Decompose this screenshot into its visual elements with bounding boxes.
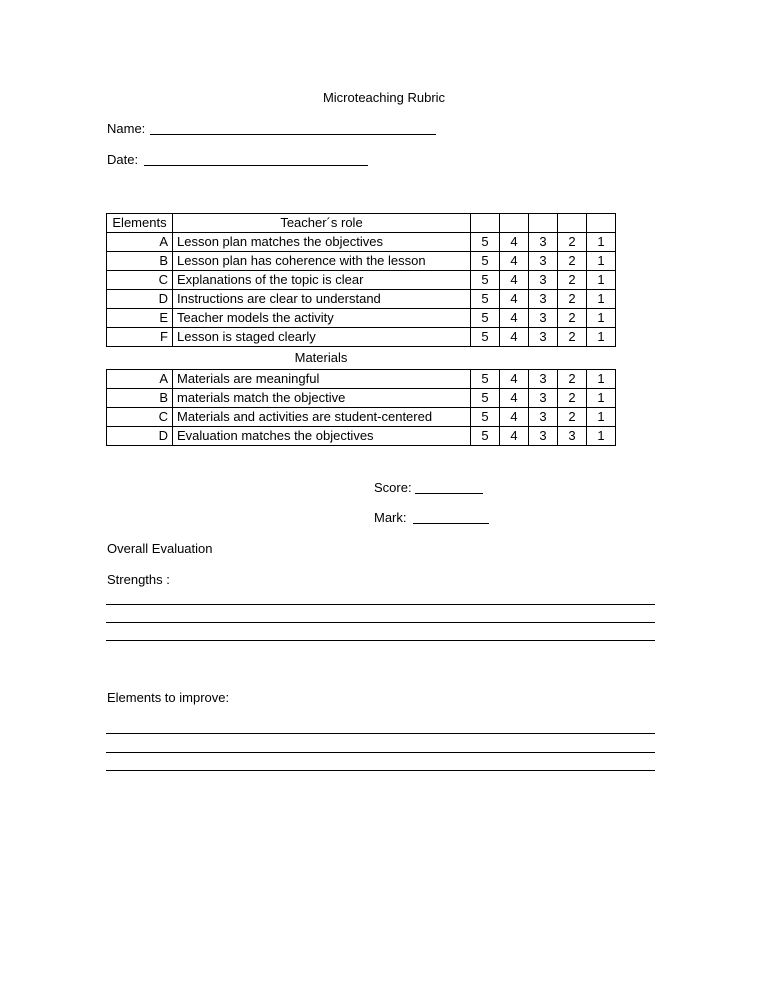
materials-row bbox=[107, 370, 616, 389]
score-option: 4 bbox=[500, 252, 529, 271]
criterion-description: Evaluation matches the objectives bbox=[173, 427, 471, 446]
score-header-cell bbox=[471, 214, 500, 233]
score-header-cell bbox=[558, 214, 587, 233]
element-letter: C bbox=[107, 271, 173, 290]
score-option: 3 bbox=[529, 309, 558, 328]
score-option: 5 bbox=[471, 271, 500, 290]
score-option: 2 bbox=[558, 290, 587, 309]
teacher-role-row bbox=[107, 290, 616, 309]
score-header-cell bbox=[500, 214, 529, 233]
score-option: 2 bbox=[558, 271, 587, 290]
score-option: 4 bbox=[500, 271, 529, 290]
score-label: Score: bbox=[374, 480, 412, 495]
criterion-description: Lesson plan has coherence with the lesson bbox=[173, 252, 471, 271]
materials-row bbox=[107, 389, 616, 408]
strengths-line bbox=[106, 622, 655, 623]
score-option: 3 bbox=[529, 233, 558, 252]
score-option: 5 bbox=[471, 290, 500, 309]
score-option: 1 bbox=[587, 408, 616, 427]
score-option: 4 bbox=[500, 233, 529, 252]
criterion-description: materials match the objective bbox=[173, 389, 471, 408]
materials-row bbox=[107, 408, 616, 427]
elements-header: Elements bbox=[107, 214, 173, 233]
element-letter: A bbox=[107, 370, 173, 389]
score-option: 1 bbox=[587, 389, 616, 408]
score-option: 3 bbox=[529, 427, 558, 446]
improve-label: Elements to improve: bbox=[107, 690, 230, 705]
score-option: 3 bbox=[529, 252, 558, 271]
score-option: 2 bbox=[558, 328, 587, 347]
score-option: 2 bbox=[558, 309, 587, 328]
score-option: 5 bbox=[471, 328, 500, 347]
name-label: Name: bbox=[107, 121, 146, 136]
score-option: 5 bbox=[471, 427, 500, 446]
score-option: 4 bbox=[500, 389, 529, 408]
score-option: 1 bbox=[587, 370, 616, 389]
element-letter: E bbox=[107, 309, 173, 328]
improve-line bbox=[106, 733, 655, 734]
criterion-description: Materials and activities are student-centered bbox=[173, 408, 471, 427]
element-letter: A bbox=[107, 233, 173, 252]
score-option: 1 bbox=[587, 328, 616, 347]
element-letter: B bbox=[107, 389, 173, 408]
criterion-description: Materials are meaningful bbox=[173, 370, 471, 389]
criterion-description: Instructions are clear to understand bbox=[173, 290, 471, 309]
teacher-role-row bbox=[107, 233, 616, 252]
date-blank-line bbox=[144, 165, 368, 166]
element-letter: D bbox=[107, 427, 173, 446]
score-option: 2 bbox=[558, 389, 587, 408]
score-option: 5 bbox=[471, 408, 500, 427]
strengths-label: Strengths : bbox=[107, 572, 170, 587]
score-option: 1 bbox=[587, 233, 616, 252]
score-option: 4 bbox=[500, 408, 529, 427]
score-option: 1 bbox=[587, 290, 616, 309]
score-option: 5 bbox=[471, 252, 500, 271]
score-option: 4 bbox=[500, 290, 529, 309]
criterion-description: Lesson is staged clearly bbox=[173, 328, 471, 347]
score-option: 1 bbox=[587, 271, 616, 290]
teacher-role-row bbox=[107, 252, 616, 271]
score-option: 2 bbox=[558, 233, 587, 252]
date-label: Date: bbox=[107, 152, 139, 167]
mark-label: Mark: bbox=[374, 510, 407, 525]
score-option: 4 bbox=[500, 370, 529, 389]
teacher-role-header: Teacher´s role bbox=[173, 214, 471, 233]
score-option: 5 bbox=[471, 370, 500, 389]
mark-blank-line bbox=[413, 523, 489, 524]
score-option: 4 bbox=[500, 309, 529, 328]
overall-evaluation-heading: Overall Evaluation bbox=[107, 541, 213, 556]
score-option: 2 bbox=[558, 252, 587, 271]
improve-line bbox=[106, 752, 655, 753]
score-blank-line bbox=[415, 493, 483, 494]
score-option: 5 bbox=[471, 309, 500, 328]
score-option: 1 bbox=[587, 427, 616, 446]
element-letter: D bbox=[107, 290, 173, 309]
score-option: 1 bbox=[587, 309, 616, 328]
score-option: 3 bbox=[529, 370, 558, 389]
element-letter: C bbox=[107, 408, 173, 427]
score-option: 5 bbox=[471, 389, 500, 408]
strengths-line bbox=[106, 640, 655, 641]
teacher-role-table bbox=[106, 213, 616, 347]
score-option: 2 bbox=[558, 370, 587, 389]
element-letter: F bbox=[107, 328, 173, 347]
criterion-description: Explanations of the topic is clear bbox=[173, 271, 471, 290]
teacher-role-row bbox=[107, 309, 616, 328]
score-option: 3 bbox=[529, 271, 558, 290]
score-option: 3 bbox=[558, 427, 587, 446]
score-option: 4 bbox=[500, 427, 529, 446]
materials-section-label: Materials bbox=[294, 350, 348, 365]
score-option: 2 bbox=[558, 408, 587, 427]
score-option: 1 bbox=[587, 252, 616, 271]
document-title: Microteaching Rubric bbox=[322, 90, 446, 105]
name-blank-line bbox=[150, 134, 436, 135]
element-letter: B bbox=[107, 252, 173, 271]
criterion-description: Teacher models the activity bbox=[173, 309, 471, 328]
score-option: 5 bbox=[471, 233, 500, 252]
score-header-cell bbox=[587, 214, 616, 233]
strengths-line bbox=[106, 604, 655, 605]
teacher-role-row bbox=[107, 328, 616, 347]
score-option: 3 bbox=[529, 290, 558, 309]
score-option: 3 bbox=[529, 408, 558, 427]
score-option: 3 bbox=[529, 389, 558, 408]
improve-line bbox=[106, 770, 655, 771]
table-header-row bbox=[107, 214, 616, 233]
score-header-cell bbox=[529, 214, 558, 233]
materials-row bbox=[107, 427, 616, 446]
score-option: 3 bbox=[529, 328, 558, 347]
materials-table bbox=[106, 369, 616, 446]
criterion-description: Lesson plan matches the objectives bbox=[173, 233, 471, 252]
score-option: 4 bbox=[500, 328, 529, 347]
teacher-role-row bbox=[107, 271, 616, 290]
